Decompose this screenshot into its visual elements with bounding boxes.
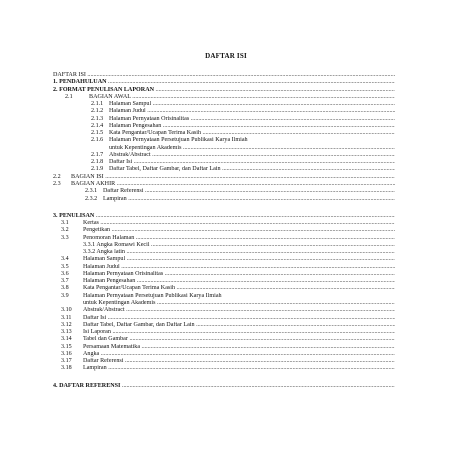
toc-entry-label: Daftar Tabel, Daftar Gambar, dan Daftar Lain ..... bbox=[83, 322, 395, 329]
toc-entry-label: 1. PENDAHULUAN ..... bbox=[53, 79, 395, 86]
toc-entry-number: 3.2 bbox=[61, 227, 69, 234]
toc-entry bbox=[53, 285, 395, 292]
toc-entry-number: 3.17 bbox=[61, 358, 72, 365]
toc-entry-number: 2.1 bbox=[65, 93, 73, 100]
toc-entry-number: 2.1.4 bbox=[91, 122, 104, 129]
toc-entry-number: 3.3 bbox=[61, 234, 69, 241]
toc-entry-label: untuk Kepentingan Akademis ..... bbox=[109, 145, 395, 152]
toc-entry bbox=[53, 336, 395, 343]
toc-entry-number: 2.1.1 bbox=[91, 101, 104, 108]
toc-entry-number: 3.7 bbox=[61, 278, 69, 285]
toc-entry-label: Halaman Pengesahan ..... bbox=[83, 278, 395, 285]
toc-entry-label: Tabel dan Gambar ..... bbox=[83, 336, 395, 343]
toc-entry-label: Halaman Pernyataan Orisinalitas ..... bbox=[83, 271, 395, 278]
toc-entry-number: 2.3.2 bbox=[85, 195, 98, 202]
toc-entry-label: untuk Kepentingan Akademis ..... bbox=[83, 300, 395, 307]
toc-spacer bbox=[53, 203, 395, 213]
toc-entry bbox=[53, 278, 395, 285]
toc-entry bbox=[53, 101, 395, 108]
toc-entry-label: 3.3.1 Angka Romawi Kecil ..... bbox=[83, 242, 395, 249]
toc-entry-number: 2.1.6 bbox=[91, 137, 104, 144]
toc-entry bbox=[53, 300, 395, 307]
toc-entry bbox=[53, 383, 395, 390]
toc-entry bbox=[53, 87, 395, 94]
toc-entry bbox=[53, 256, 395, 263]
toc-entry-number: 2.3 bbox=[53, 180, 61, 187]
toc-entry bbox=[53, 152, 395, 159]
toc-spacer bbox=[53, 373, 395, 383]
toc-entry bbox=[53, 358, 395, 365]
toc-entry bbox=[53, 315, 395, 322]
toc-entry-label: Halaman Sampul ..... bbox=[83, 256, 395, 263]
table-of-contents bbox=[53, 72, 395, 390]
toc-entry bbox=[53, 174, 395, 181]
toc-entry bbox=[53, 159, 395, 166]
toc-entry bbox=[53, 181, 395, 188]
toc-entry-label: 4. DAFTAR REFERENSI ..... bbox=[53, 383, 395, 390]
toc-entry-label: 3. PENULISAN ..... bbox=[53, 213, 395, 220]
toc-entry-label: Halaman Pernyataan Persetujuan Publikasi Karya Ilmiah bbox=[83, 292, 222, 299]
toc-entry bbox=[53, 196, 395, 203]
toc-entry-label: Pengetikan ..... bbox=[83, 227, 395, 234]
toc-entry-label: Kata Pengantar/Ucapan Terima Kasih ..... bbox=[109, 130, 395, 137]
toc-entry-label: Halaman Pernyataan Orisinalitas ..... bbox=[109, 116, 395, 123]
toc-entry-label: BAGIAN AKHIR ..... bbox=[71, 181, 395, 188]
toc-entry bbox=[53, 365, 395, 372]
toc-entry-number: 2.2 bbox=[53, 173, 61, 180]
toc-entry-label: Kata Pengantar/Ucapan Terima Kasih ..... bbox=[83, 285, 395, 292]
toc-entry-number: 3.10 bbox=[61, 307, 72, 314]
toc-entry bbox=[53, 72, 395, 79]
toc-entry-label: 2. FORMAT PENULISAN LAPORAN ..... bbox=[53, 87, 395, 94]
toc-entry-label: Halaman Judul ..... bbox=[83, 264, 395, 271]
toc-entry-label: Lampiran ..... bbox=[83, 365, 395, 372]
toc-entry-label: Daftar Referensi ..... bbox=[83, 358, 395, 365]
toc-entry bbox=[53, 166, 395, 173]
toc-entry-label: Daftar Isi ..... bbox=[109, 159, 395, 166]
toc-entry-label: Abstrak/Abstract ..... bbox=[109, 152, 395, 159]
toc-entry-number: 3.5 bbox=[61, 263, 69, 270]
toc-entry-number: 2.1.8 bbox=[91, 159, 104, 166]
toc-entry bbox=[53, 130, 395, 137]
toc-entry bbox=[53, 137, 395, 144]
toc-entry-number: 2.1.9 bbox=[91, 166, 104, 173]
toc-entry bbox=[53, 188, 395, 195]
toc-entry-label: Penomoran Halaman ..... bbox=[83, 235, 395, 242]
toc-entry bbox=[53, 220, 395, 227]
toc-entry bbox=[53, 145, 395, 152]
toc-entry-number: 3.12 bbox=[61, 321, 72, 328]
toc-entry bbox=[53, 329, 395, 336]
toc-entry-label: Daftar Isi ..... bbox=[83, 315, 395, 322]
toc-entry-label: Halaman Sampul ..... bbox=[109, 101, 395, 108]
toc-entry bbox=[53, 322, 395, 329]
toc-entry-label: Halaman Pernyataan Persetujuan Publikasi Karya Ilmiah bbox=[109, 137, 248, 144]
toc-entry-number: 3.9 bbox=[61, 292, 69, 299]
toc-entry bbox=[53, 293, 395, 300]
toc-entry-label: Isi Laporan ..... bbox=[83, 329, 395, 336]
toc-entry bbox=[53, 307, 395, 314]
toc-entry-number: 2.1.3 bbox=[91, 115, 104, 122]
toc-entry-number: 3.14 bbox=[61, 336, 72, 343]
toc-entry bbox=[53, 94, 395, 101]
toc-entry bbox=[53, 242, 395, 249]
toc-entry-label: Kertas ..... bbox=[83, 220, 395, 227]
toc-entry-number: 3.11 bbox=[61, 314, 72, 321]
toc-entry-label: 3.3.2 Angka latin ..... bbox=[83, 249, 395, 256]
toc-entry-number: 3.4 bbox=[61, 256, 69, 263]
toc-entry-number: 3.1 bbox=[61, 220, 69, 227]
toc-entry-number: 3.6 bbox=[61, 270, 69, 277]
toc-entry bbox=[53, 123, 395, 130]
toc-entry-number: 3.8 bbox=[61, 285, 69, 292]
toc-entry-number: 3.18 bbox=[61, 365, 72, 372]
toc-entry-label: Abstrak/Abstract ..... bbox=[83, 307, 395, 314]
toc-entry bbox=[53, 213, 395, 220]
page-title: DAFTAR ISI bbox=[205, 52, 247, 60]
toc-entry-label: BAGIAN AWAL ..... bbox=[89, 94, 395, 101]
toc-entry-number: 3.16 bbox=[61, 350, 72, 357]
toc-entry-label: Halaman Pengesahan ..... bbox=[109, 123, 395, 130]
toc-entry-label: Halaman Judul ..... bbox=[109, 108, 395, 115]
toc-entry bbox=[53, 227, 395, 234]
toc-entry-label: Daftar Tabel, Daftar Gambar, dan Daftar Lain ..... bbox=[109, 166, 395, 173]
toc-entry-number: 2.1.2 bbox=[91, 108, 104, 115]
toc-entry-label: DAFTAR ISI ..... bbox=[53, 72, 395, 79]
toc-entry bbox=[53, 264, 395, 271]
toc-entry-number: 2.3.1 bbox=[85, 188, 98, 195]
toc-entry-number: 2.1.7 bbox=[91, 151, 104, 158]
toc-entry-number: 3.13 bbox=[61, 329, 72, 336]
toc-entry-number: 3.15 bbox=[61, 343, 72, 350]
toc-entry bbox=[53, 271, 395, 278]
toc-entry-label: Daftar Referensi ..... bbox=[103, 188, 395, 195]
toc-entry-label: Lampiran ..... bbox=[103, 196, 395, 203]
toc-entry bbox=[53, 116, 395, 123]
toc-entry-label: Angka ..... bbox=[83, 351, 395, 358]
toc-entry bbox=[53, 79, 395, 86]
toc-entry bbox=[53, 344, 395, 351]
toc-entry bbox=[53, 351, 395, 358]
toc-entry-label: Persamaan Matematika ..... bbox=[83, 344, 395, 351]
toc-entry bbox=[53, 249, 395, 256]
toc-entry-label: BAGIAN ISI ..... bbox=[71, 174, 395, 181]
toc-entry bbox=[53, 108, 395, 115]
toc-entry-number: 2.1.5 bbox=[91, 130, 104, 137]
toc-entry bbox=[53, 235, 395, 242]
